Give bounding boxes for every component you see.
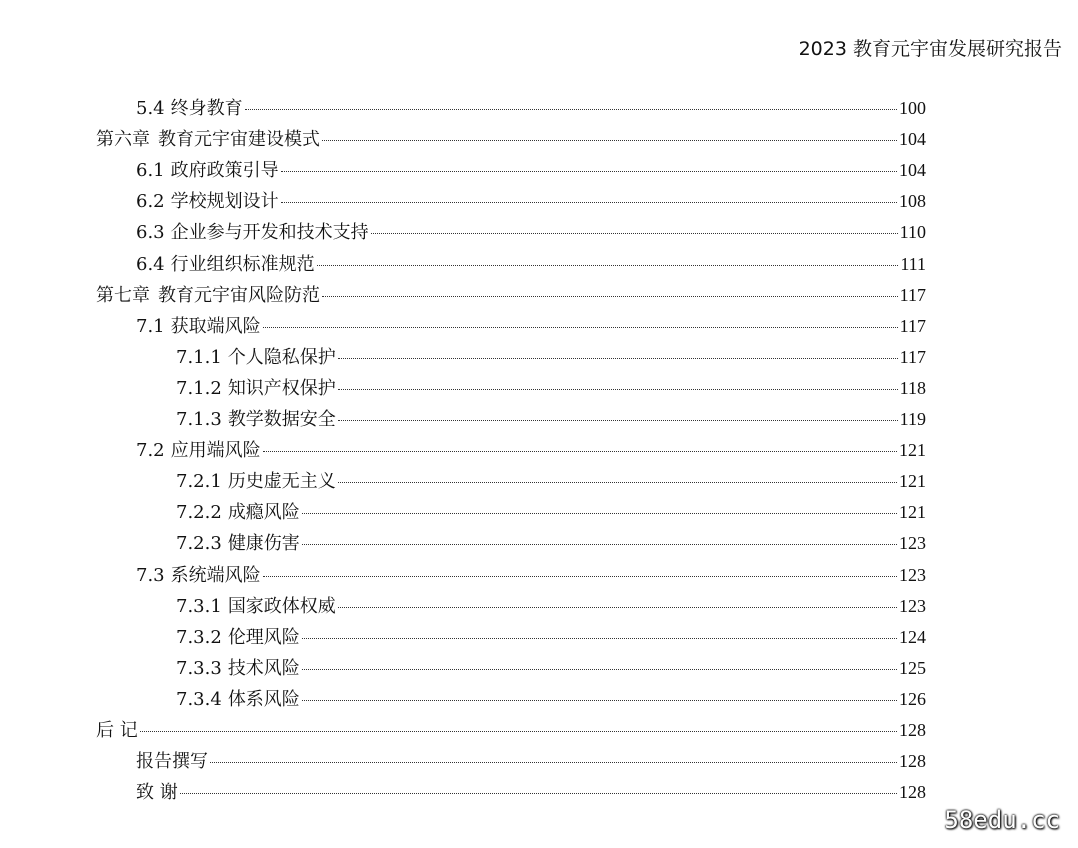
dot-leader [338, 606, 897, 608]
toc-entry-number: 7.3 [136, 565, 165, 586]
toc-entry[interactable] [136, 312, 926, 336]
dot-leader [338, 481, 897, 483]
toc-entry-title: 致 谢 [136, 782, 178, 803]
toc-entry-number: 5.4 [136, 98, 165, 119]
toc-entry-page: 121 [899, 502, 926, 522]
toc-entry-number: 第六章 [96, 129, 150, 150]
dot-leader [338, 388, 898, 390]
toc-entry-title: 国家政体权威 [227, 596, 336, 617]
toc-entry-title: 体系风险 [227, 689, 300, 710]
toc-entry-title: 系统端风险 [170, 565, 261, 586]
toc-entry-number: 7.1.2 [176, 378, 222, 399]
toc-entry-title: 伦理风险 [227, 627, 300, 648]
toc-entry-page: 118 [899, 378, 926, 398]
toc-entry-page: 128 [899, 782, 926, 802]
toc-entry[interactable] [136, 187, 926, 211]
toc-entry-title: 报告撰写 [136, 751, 208, 772]
toc-entry[interactable] [136, 250, 926, 274]
dot-leader [322, 139, 897, 141]
toc-entry-title: 应用端风险 [170, 440, 261, 461]
dot-leader [263, 450, 897, 452]
toc-entry-page: 117 [899, 347, 926, 367]
toc-entry[interactable] [176, 467, 926, 491]
toc-entry[interactable] [176, 654, 926, 678]
toc-entry-page: 119 [899, 409, 926, 429]
toc-entry-title: 教育元宇宙建设模式 [158, 129, 320, 150]
toc-entry-page: 117 [899, 285, 926, 305]
dot-leader [263, 326, 898, 328]
dot-leader [302, 699, 897, 701]
toc-entry-page: 121 [899, 471, 926, 491]
toc-entry-page: 126 [899, 689, 926, 709]
toc-entry-page: 125 [899, 658, 926, 678]
toc-entry-title: 获取端风险 [170, 316, 261, 337]
toc-entry-page: 104 [899, 129, 926, 149]
toc-entry[interactable] [176, 374, 926, 398]
toc-entry-number: 7.2 [136, 440, 165, 461]
toc-entry-number: 6.3 [136, 222, 165, 243]
dot-leader [302, 512, 897, 514]
toc-entry-title: 企业参与开发和技术支持 [170, 222, 369, 243]
dot-leader [302, 543, 897, 545]
dot-leader [302, 668, 897, 670]
toc-entry-title: 个人隐私保护 [227, 347, 336, 368]
toc-entry[interactable] [96, 281, 926, 305]
dot-leader [317, 264, 899, 266]
toc-entry-number: 7.1.3 [176, 409, 222, 430]
toc-entry[interactable] [176, 529, 926, 553]
dot-leader [245, 108, 897, 110]
toc-entry-page: 128 [899, 720, 926, 740]
toc-entry-number: 7.1 [136, 316, 165, 337]
dot-leader [263, 575, 897, 577]
dot-leader [140, 730, 897, 732]
toc-entry-title: 政府政策引导 [170, 160, 279, 181]
dot-leader [322, 295, 898, 297]
toc-entry-number: 6.4 [136, 254, 165, 275]
toc-entry-page: 110 [899, 222, 926, 242]
toc-entry[interactable] [136, 436, 926, 460]
toc-entry-number: 7.3.2 [176, 627, 222, 648]
toc-entry-page: 111 [900, 254, 926, 274]
page-header: 2023 教育元宇宙发展研究报告 [798, 38, 1062, 60]
toc-entry-title: 行业组织标准规范 [170, 254, 315, 275]
toc-entry-title: 成瘾风险 [227, 502, 300, 523]
toc-entry[interactable] [176, 498, 926, 522]
toc-entry-title: 历史虚无主义 [227, 471, 336, 492]
toc-entry-page: 108 [899, 191, 926, 211]
toc-entry-page: 123 [899, 565, 926, 585]
dot-leader [180, 792, 897, 794]
toc-entry-number: 第七章 [96, 285, 150, 306]
toc-entry[interactable] [136, 747, 926, 771]
dot-leader [281, 170, 897, 172]
toc-entry[interactable] [136, 156, 926, 180]
toc-entry[interactable] [176, 405, 926, 429]
toc-entry-number: 6.2 [136, 191, 165, 212]
toc-entry-title: 教学数据安全 [227, 409, 336, 430]
dot-leader [338, 357, 898, 359]
toc-entry-number: 7.1.1 [176, 347, 222, 368]
toc-entry-number: 7.2.3 [176, 533, 222, 554]
toc-entry-title: 教育元宇宙风险防范 [158, 285, 320, 306]
dot-leader [210, 761, 897, 763]
toc-entry-title: 学校规划设计 [170, 191, 279, 212]
toc-entry[interactable] [136, 218, 926, 242]
toc-entry-page: 121 [899, 440, 926, 460]
toc-entry-title: 后 记 [96, 720, 138, 741]
toc-entry-number: 7.2.2 [176, 502, 222, 523]
watermark: 58edu.cc [944, 806, 1060, 834]
toc-entry-number: 7.2.1 [176, 471, 222, 492]
toc-entry[interactable] [96, 716, 926, 740]
dot-leader [281, 201, 897, 203]
toc-entry-page: 104 [899, 160, 926, 180]
toc-entry[interactable] [136, 778, 926, 802]
toc-entry[interactable] [136, 561, 926, 585]
toc-entry[interactable] [176, 685, 926, 709]
toc-entry-title: 技术风险 [227, 658, 300, 679]
toc-entry-number: 6.1 [136, 160, 165, 181]
dot-leader [302, 637, 897, 639]
toc-entry-page: 128 [899, 751, 926, 771]
toc-entry[interactable] [176, 623, 926, 647]
toc-entry-number: 7.3.3 [176, 658, 222, 679]
toc-entry-title: 健康伤害 [227, 533, 300, 554]
toc-entry[interactable] [176, 592, 926, 616]
toc-entry[interactable] [96, 125, 926, 149]
toc-entry-page: 117 [899, 316, 926, 336]
toc-entry-page: 124 [899, 627, 926, 647]
toc-entry[interactable] [136, 94, 926, 118]
toc-entry-page: 100 [899, 98, 926, 118]
toc-entry[interactable] [176, 343, 926, 367]
dot-leader [338, 419, 898, 421]
toc-entry-title: 终身教育 [170, 98, 243, 119]
toc-entry-number: 7.3.4 [176, 689, 222, 710]
toc-entry-page: 123 [899, 596, 926, 616]
toc-entry-page: 123 [899, 533, 926, 553]
toc-entry-title: 知识产权保护 [227, 378, 336, 399]
dot-leader [371, 232, 898, 234]
toc-entry-number: 7.3.1 [176, 596, 222, 617]
